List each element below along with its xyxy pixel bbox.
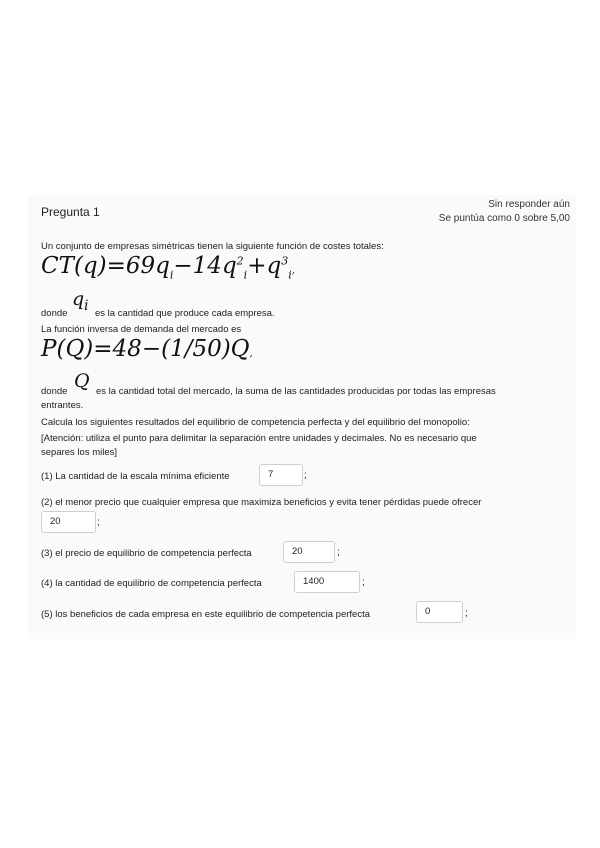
donde-text-2b: entrantes. (41, 400, 84, 411)
status-answer: Sin responder aún (488, 199, 570, 210)
superscript-3: 3 (281, 254, 289, 268)
attention-line-2: separes los miles] (41, 447, 118, 458)
q-symbol: q (72, 288, 85, 310)
answer-2-input[interactable]: 20 (41, 511, 96, 533)
cost-formula-part1: CT(q)=69q (41, 253, 170, 279)
subscript-i: i (288, 268, 292, 282)
answer-5-input[interactable]: 0 (416, 601, 463, 623)
cost-function-formula (41, 253, 295, 282)
superscript-2: 2 (236, 254, 244, 268)
donde-label-2: donde (41, 386, 68, 397)
answer-3-input[interactable]: 20 (283, 541, 335, 563)
calc-instruction: Calcula los siguientes resultados del equilibrio de competencia perfecta y del equilibrio del monopolio: (41, 417, 470, 428)
formula-comma: , (291, 265, 295, 276)
item-2-label: (2) el menor precio que cualquier empresa que maximiza beneficios y evita tener pérdidas puede ofrecer (41, 497, 482, 508)
semicolon-1: ; (304, 470, 307, 481)
demand-formula: P(Q)=48−(1/50)Q (41, 336, 250, 362)
semicolon-5: ; (465, 608, 468, 619)
item-4-label: (4) la cantidad de equilibrio de competencia perfecta (41, 578, 262, 589)
semicolon-3: ; (337, 547, 340, 558)
demand-function-formula (41, 336, 253, 362)
answer-1-input[interactable]: 7 (259, 464, 303, 486)
item-5-label: (5) los beneficios de cada empresa en este equilibrio de competencia perfecta (41, 609, 370, 620)
item-1-label: (1) La cantidad de la escala mínima eficiente (41, 471, 230, 482)
semicolon-2: ; (97, 517, 100, 528)
Q-symbol: Q (74, 370, 90, 392)
intro-text: Un conjunto de empresas simétricas tienen la siguiente función de costes totales: (41, 241, 384, 252)
item-3-label: (3) el precio de equilibrio de competencia perfecta (41, 548, 252, 559)
answer-4-input[interactable]: 1400 (294, 571, 360, 593)
i-symbol: i (84, 298, 89, 314)
donde-text-1: es la cantidad que produce cada empresa. (95, 308, 275, 319)
donde-text-2a: es la cantidad total del mercado, la suma de las cantidades producidas por todas las empresas (96, 386, 496, 397)
status-score: Se puntúa como 0 sobre 5,00 (438, 213, 570, 224)
subscript-i: i (169, 268, 174, 282)
subscript-i: i (243, 268, 248, 282)
cost-formula-part2: −14q (173, 253, 237, 279)
attention-line-1: [Atención: utiliza el punto para delimitar la separación entre unidades y decimales. No es necesario que (41, 433, 477, 444)
donde-label-1: donde (41, 308, 68, 319)
question-status (439, 198, 570, 226)
question-header (28, 195, 576, 235)
semicolon-4: ; (362, 577, 365, 588)
question-title: Pregunta 1 (41, 205, 100, 219)
formula-comma: , (249, 348, 253, 359)
demand-intro-text: La función inversa de demanda del mercado es (41, 324, 242, 335)
question-card (28, 195, 576, 639)
cost-formula-part3: +q (247, 253, 282, 279)
